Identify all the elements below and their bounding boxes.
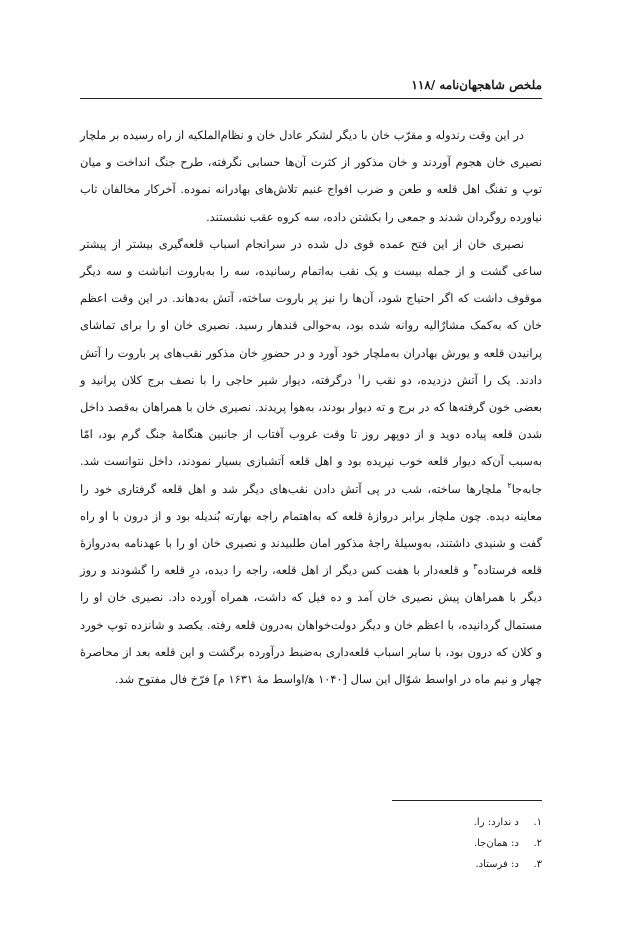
footnote-mark-3: ۳	[473, 562, 478, 572]
footnote-text: د: همان‌جا.	[473, 838, 519, 849]
footnote-text: د ندارد: را.	[473, 817, 519, 828]
paragraph-2-part-2: درگرفته، دیوار شیر حاجی را با نصف برج کلان پرانید و بعضی خون گرفته‌ها که در برج و ته دیوار بودند، به‌هوا پریدند. نصیری خان با همراهان به‌قصد داخل شدن قلعه پیاده دوید و از دوپهر روز تا وقت غروب آفتاب از جانبین هنگامهٔ جنگ گرم بود، امّا به‌سبب آن‌که دیوار قلعه خوب نپریده بود و اهل قلعه آتشبازی بسیار نمودند، داخل نتوانست شد. جابه‌جا	[80, 372, 542, 496]
footnote-1	[242, 812, 542, 833]
footnote-number: ۱.	[533, 817, 542, 828]
footnote-number: ۳.	[533, 859, 542, 870]
paragraph-2	[80, 231, 542, 693]
footnote-2	[242, 833, 542, 854]
footnote-separator	[392, 800, 542, 801]
running-header	[80, 78, 542, 99]
header-title: ملخص شاهجهان‌نامه /۱۱۸	[411, 78, 542, 92]
footnotes	[242, 812, 542, 875]
paragraph-2-part-4: و قلعه‌دار با هفت کس دیگر از اهل قلعه، راجه را دیده، درِ قلعه را گشودند و روز دیگر با همراهان پیش نصیری خان آمد و ده فیل که داشت، همراه آورده داد. نصیری خان او را مستمال گردانیده، با اعظم خان و دیگر دولت‌خواهان به‌درون قلعه رفته. یکصد و شانزده توپ خورد و کلان که درون بود، با سایر اسباب قلعه‌داری به‌ضبط درآورده برگشت و این قلعه بعد از محاصرهٔ چهار و نیم ماه در اواسط شوّال این سال [۱۰۴۰ ه‍/اواسط مهٔ ۱۶۳۱ م] فرّخ فال مفتوح شد.	[80, 563, 542, 687]
footnote-mark-2: ۲	[507, 480, 512, 490]
paragraph-2-part-3: ملچارها ساخته، شب در پی آتش دادن نقب‌های دیگر شد و اهل قلعه گرفتاری خود را معاینه دیده. چون ملچار برابر دروازهٔ قلعه که به‌اهتمام راجه بهارته بُندیله بود و از درون با او راه گفت و شنیدی داشتند، به‌وسیلهٔ راجهٔ مذکور امان طلبیدند و نصیری خان او را با عهدنامه به‌دروازهٔ قلعه فرستاده	[80, 481, 543, 578]
paragraph-1: در این وقت رندوله و مقرّب خان با دیگر لشکر عادل خان و نظام‌الملکیه از راه رسیده بر ملچار نصیری خان هجوم آوردند و خان مذکور از کثرت آن‌ها حسابی نگرفته، طرح جنگ انداخت و میان توپ و تفنگ اهل قلعه و طعن و ضرب افواج غنیم تلاش‌های بهادرانه نموده. آخرکار مخالفان تاب نیاورده روگردان شدند و جمعی را بکشتن داده، سه کروه عقب نشستند.	[80, 128, 542, 224]
footnote-3	[242, 854, 542, 875]
footnote-number: ۲.	[533, 838, 542, 849]
footnote-text: د: فرستاد.	[475, 859, 519, 870]
body-text	[80, 122, 542, 693]
footnote-mark-1: ۱	[357, 372, 362, 382]
paragraph-2-part-1: نصیری خان از این فتح عمده قوی دل شده در سرانجام اسباب قلعه‌گیری بیشتر از پیشتر ساعی گشت و از جمله بیست و یک نقب به‌اتمام رسانیده، سه را به‌باروت انباشت و سه دیگر موقوف داشت که اگر احتیاج شود، آن‌ها را نیز پر باروت ساخته، آتش به‌دهاند. در این وقت اعظم خان که به‌کمک مشارٌالیه روانه شده بود، به‌حوالی قندهار رسید. نصیری خان او را برای تماشای پرانیدن قلعه و یورش بهادران به‌ملچار خود آورد و در حضورِ خان مذکور نقب‌های پر باروت را آتش دادند. یک را آتش دزدیده، دو نقب را	[80, 236, 543, 387]
